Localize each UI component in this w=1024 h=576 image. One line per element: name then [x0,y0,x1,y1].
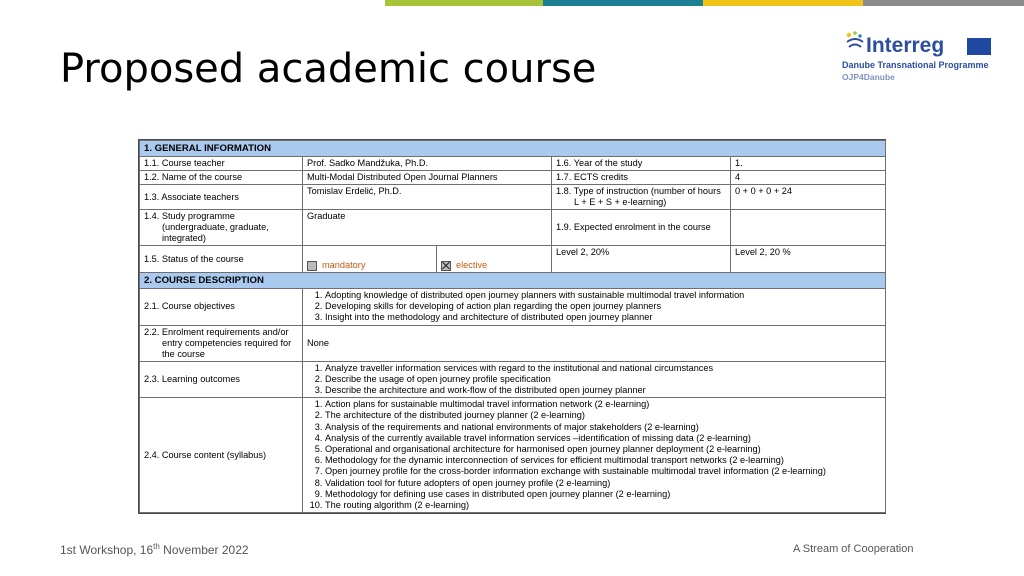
enrolment-requirements-label: 2.2. Enrolment requirements and/or entry competencies required for the course [140,325,303,361]
expected-enrolment-value [731,210,886,246]
elective-label: elective [456,260,488,270]
course-name-label: 1.2. Name of the course [140,171,303,185]
elective-option [437,246,552,273]
top-bar-gray [863,0,1024,6]
footer-workshop-prefix: 1st Workshop, 16 [60,543,154,557]
course-teacher-label: 1.1. Course teacher [140,157,303,171]
associate-teachers-label: 1.3. Associate teachers [140,185,303,210]
instruction-type-value: 0 + 0 + 0 + 24 [731,185,886,210]
course-document [138,139,886,514]
level-left-value: Level 2, 20% [552,246,731,273]
ects-value: 4 [731,171,886,185]
top-bar-yellow [703,0,863,6]
course-objectives-value [303,289,886,326]
course-objectives-label: 2.1. Course objectives [140,289,303,326]
project-name: OJP4Danube [842,72,895,82]
list-item: 2. The architecture of the distributed journey planner (2 e-learning) [325,410,881,421]
list-item: 1. Adopting knowledge of distributed open journey planners with sustainable multimodal travel information [325,290,881,301]
interreg-brand: Interreg [866,34,945,57]
list-item: 3. Analysis of the requirements and national environments of major stakeholders (2 e-learning) [325,422,881,433]
list-item: 2. Describe the usage of open journey profile specification [325,374,881,385]
interreg-swirl-icon [844,30,866,56]
footer-workshop-suffix: November 2022 [159,543,249,557]
list-item: 1. Analyze traveller information services with regard to the institutional and national circumstances [325,363,881,374]
list-item: 4. Analysis of the currently available travel information services –identification of missing data (2 e-learning) [325,433,881,444]
mandatory-option [303,246,437,273]
page-title: Proposed academic course [60,46,597,92]
programme-name: Danube Transnational Programme [842,60,989,70]
learning-outcomes-value [303,361,886,398]
list-item: 1. Action plans for sustainable multimodal travel information network (2 e-learning) [325,399,881,410]
course-description-header: 2. COURSE DESCRIPTION [140,273,886,289]
elective-checkbox[interactable] [441,261,451,271]
learning-outcomes-list [307,363,881,397]
top-bar-green [385,0,543,6]
list-item: 3. Insight into the methodology and architecture of distributed open journey planner [325,312,881,323]
mandatory-label: mandatory [322,260,366,270]
course-content-list [307,399,881,511]
mandatory-checkbox[interactable] [307,261,317,271]
study-programme-value: Graduate [303,210,552,246]
ects-label: 1.7. ECTS credits [552,171,731,185]
year-value: 1. [731,157,886,171]
year-label: 1.6. Year of the study [552,157,731,171]
list-item: 6. Methodology for the dynamic interconnection of services for efficient multimodal transport networks (2 e-learning) [325,455,881,466]
expected-enrolment-label: 1.9. Expected enrolment in the course [552,210,731,246]
list-item: 2. Developing skills for developing of action plan regarding the open journey planners [325,301,881,312]
general-information-header: 1. GENERAL INFORMATION [140,141,886,157]
list-item: 7. Open journey profile for the cross-border information exchange with sustainable multimodal travel information (2 e-learning) [325,466,881,477]
list-item: 8. Validation tool for future adopters of open journey profile (2 e-learning) [325,478,881,489]
course-teacher-value: Prof. Sadko Mandžuka, Ph.D. [303,157,552,171]
course-name-value: Multi-Modal Distributed Open Journal Planners [303,171,552,185]
learning-outcomes-label: 2.3. Learning outcomes [140,361,303,398]
enrolment-requirements-value: None [303,325,886,361]
course-content-value [303,398,886,513]
instruction-type-label: 1.8. Type of instruction (number of hours L + E + S + e-learning) [552,185,731,210]
eu-flag-icon [967,38,991,55]
level-right-value: Level 2, 20 % [731,246,886,273]
study-programme-label: 1.4. Study programme (undergraduate, graduate, integrated) [140,210,303,246]
footer-tagline: A Stream of Cooperation [793,543,914,555]
course-content-label: 2.4. Course content (syllabus) [140,398,303,513]
course-objectives-list [307,290,881,324]
footer-workshop [60,542,249,557]
course-table [139,140,886,513]
top-bar-teal [543,0,703,6]
list-item: 9. Methodology for defining use cases in distributed open journey planner (2 e-learning) [325,489,881,500]
list-item: 5. Operational and organisational architecture for harmonised open journey planner deployment (2 e-learning) [325,444,881,455]
list-item: 10. The routing algorithm (2 e-learning) [325,500,881,511]
interreg-logo [842,26,1002,86]
list-item: 3. Describe the architecture and work-flow of the distributed open journey planner [325,385,881,396]
course-status-label: 1.5. Status of the course [140,246,303,273]
footer-workshop-sup: th [153,542,160,551]
associate-teachers-value: Tomislav Erdelić, Ph.D. [303,185,552,210]
